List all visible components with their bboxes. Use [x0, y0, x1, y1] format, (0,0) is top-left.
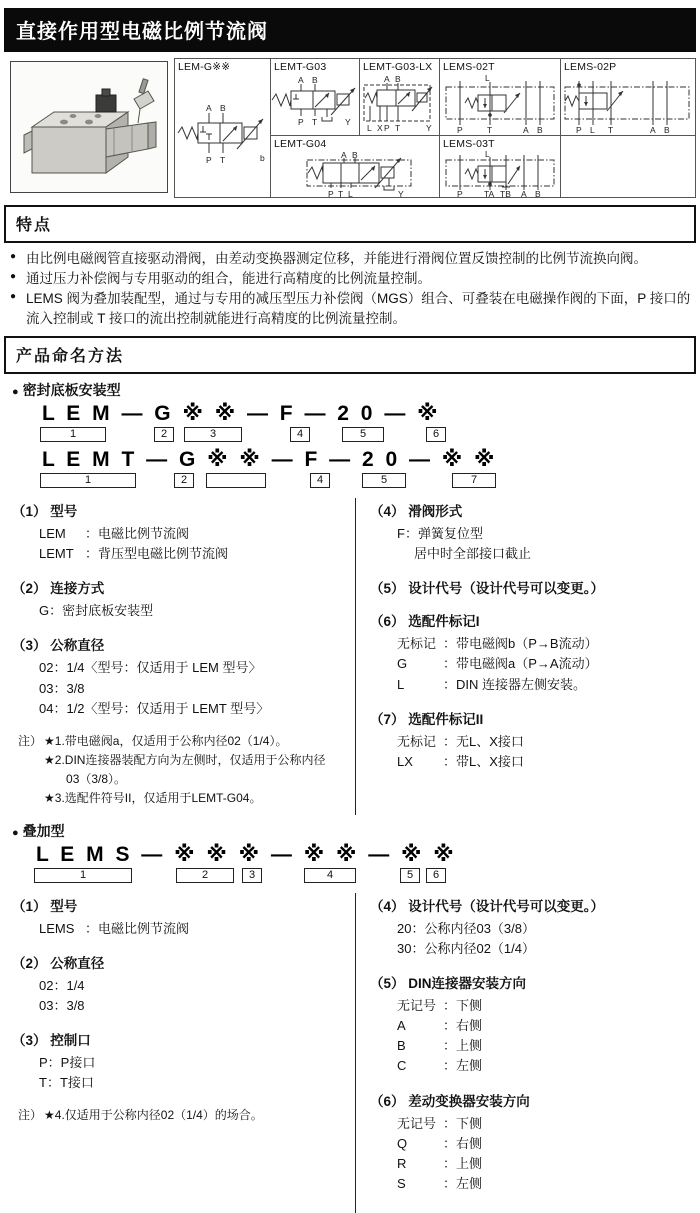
spec-section [12, 895, 345, 939]
spec-desc: ：带L、X接口 [443, 753, 524, 769]
symbol-label: LEMS-02T [443, 61, 495, 73]
spec-row [397, 1134, 692, 1154]
spec-desc: ：1/4 [53, 977, 85, 993]
code-box: 5 [400, 868, 420, 883]
spec-row [397, 1174, 692, 1194]
code-box: 6 [426, 868, 446, 883]
hydraulic-symbol-lemt-g04 [271, 150, 439, 198]
features-heading: 特点 [4, 205, 696, 243]
svg-text:Y: Y [426, 123, 432, 133]
spec-row [397, 675, 692, 695]
spec-row [414, 544, 692, 564]
bullet-icon: ● [12, 826, 19, 839]
spec-term: B [397, 1038, 406, 1054]
svg-text:L: L [367, 123, 372, 133]
spec-section [370, 895, 692, 959]
spec-desc: ：左侧 [443, 1058, 483, 1074]
spec-term: R [397, 1155, 407, 1171]
spec-section [370, 708, 692, 772]
code-box: 7 [452, 473, 496, 488]
svg-text:A: A [298, 75, 304, 85]
spec-term: G [397, 656, 408, 672]
svg-text:P: P [576, 125, 582, 135]
spec-row [397, 732, 692, 752]
symbol-label: LEMS-02P [564, 61, 617, 73]
code-box: 1 [40, 427, 106, 442]
note-block [18, 1106, 345, 1125]
svg-text:A: A [206, 103, 212, 113]
spec-desc: ：3/8 [53, 680, 85, 696]
spec-term: 02 [39, 660, 54, 676]
valve-photo-image [14, 65, 164, 189]
spec-row [397, 1036, 692, 1056]
spec-section-title: （6） 差动变换器安装方向 [370, 1093, 530, 1109]
spec-section [12, 1029, 345, 1093]
spec-desc: ：右侧 [443, 1018, 483, 1034]
svg-text:L: L [485, 73, 490, 83]
subsection-sealed: ● 密封底板安装型 [12, 381, 121, 398]
spec-column-left [4, 498, 356, 815]
spec-section-title: （5） DIN连接器安装方向 [370, 976, 527, 992]
spec-term: S [397, 1176, 406, 1192]
spec-desc: ：无L、X接口 [443, 733, 524, 749]
spec-section [370, 500, 692, 564]
spec-desc: ：密封底板安装型 [49, 603, 154, 619]
spec-desc: ：弹簧复位型 [404, 526, 483, 542]
svg-text:T: T [395, 123, 401, 133]
code-box: 2 [176, 868, 234, 883]
spec-term: LEM [39, 526, 66, 542]
symbol-label: LEMT-G03 [274, 61, 327, 73]
spec-term: 04 [39, 700, 54, 716]
spec-term: 03 [39, 680, 54, 696]
svg-text:P: P [457, 189, 463, 199]
symbol-label: LEMS-03T [443, 138, 495, 150]
spec-columns-stacking [4, 893, 696, 1213]
spec-row [397, 752, 692, 772]
spec-section [370, 1090, 692, 1195]
spec-row [397, 919, 692, 939]
model-code-lem: L E M — G ※ ※ — F — 2 0 — ※ [42, 401, 441, 425]
bullet-icon: ● [12, 385, 19, 398]
spec-column-right [356, 498, 696, 815]
svg-text:L: L [590, 125, 595, 135]
hydraulic-symbol-lemt-g03-lx [360, 73, 439, 135]
model-code-lems: L E M S — ※ ※ ※ — ※ ※ — ※ ※ [36, 842, 457, 866]
hydraulic-symbol-lems-02t [440, 73, 560, 135]
spec-row [39, 1073, 345, 1093]
spec-desc: ：公称内径02（1/4） [411, 940, 536, 956]
note-line: ★1.带电磁阀a，仅适用于公称内径02（1/4）。 [44, 733, 288, 748]
symbol-cell-lems-03t [440, 136, 561, 198]
symbol-cell-empty [561, 136, 696, 198]
spec-desc: ：电磁比例节流阀 [85, 526, 190, 542]
spec-row [397, 524, 692, 544]
spec-section-title: （2） 连接方式 [12, 581, 105, 597]
svg-text:B: B [395, 74, 401, 84]
hydraulic-symbol-lems-02p [561, 73, 695, 135]
spec-row [39, 679, 345, 699]
spec-section-title: （4） 设计代号（设计代号可以变更。） [370, 898, 605, 914]
svg-text:A: A [521, 189, 527, 199]
spec-row [39, 544, 345, 564]
spec-desc: ：1/2〈型号：仅适用于 LEMT 型号〉 [53, 700, 270, 716]
note-line: ★2.DIN连接器装配方向为左侧时，仅适用于公称内径 [44, 753, 326, 768]
spec-column-left [4, 893, 356, 1213]
symbol-cell-lemt-g03 [271, 59, 360, 136]
spec-desc: ：右侧 [443, 1135, 483, 1151]
svg-text:B: B [535, 189, 541, 199]
spec-row [39, 699, 345, 719]
svg-text:TA: TA [484, 189, 495, 199]
spec-row [397, 939, 692, 959]
spec-desc: ：电磁比例节流阀 [85, 920, 190, 936]
symbol-label: LEMT-G03-LX [363, 61, 433, 73]
note-lines [44, 732, 325, 809]
code-box: 2 [154, 427, 174, 442]
svg-text:T: T [220, 155, 226, 165]
spec-desc: ：上侧 [443, 1038, 483, 1054]
spec-section [12, 634, 345, 718]
svg-text:TB: TB [500, 189, 511, 199]
svg-text:P: P [384, 123, 390, 133]
model-code-lemt-boxes [4, 473, 696, 490]
top-row [4, 58, 696, 198]
spec-section [12, 952, 345, 1016]
spec-term: T [39, 1075, 47, 1091]
svg-text:B: B [537, 125, 543, 135]
symbol-cell-lems-02t [440, 59, 561, 136]
code-box [206, 473, 266, 488]
note-prefix: 注） [18, 1108, 43, 1123]
svg-text:T: T [312, 117, 318, 127]
spec-row [397, 996, 692, 1016]
spec-term: C [397, 1058, 407, 1074]
symbol-cell-lemt-g03-lx [360, 59, 440, 136]
spec-row [397, 654, 692, 674]
features-list [10, 249, 692, 329]
spec-row [39, 1053, 345, 1073]
svg-text:T: T [608, 125, 614, 135]
spec-desc: ：T接口 [46, 1075, 94, 1091]
subsection-stacking: ● 叠加型 [12, 822, 65, 839]
spec-section-title: （1） 型号 [12, 504, 78, 520]
note-lines [44, 1106, 263, 1125]
code-box: 4 [290, 427, 310, 442]
symbol-cell-lems-02p [561, 59, 696, 136]
svg-text:P: P [457, 125, 463, 135]
code-box: 1 [34, 868, 132, 883]
spec-term: F [397, 526, 405, 542]
spec-columns-sealed [4, 498, 696, 815]
spec-desc: ：左侧 [443, 1176, 483, 1192]
note-line: ★3.选配件符号II，仅适用于LEMT-G04。 [44, 791, 262, 806]
spec-desc: ：下侧 [443, 1115, 483, 1131]
spec-desc: ：上侧 [443, 1155, 483, 1171]
spec-section [12, 577, 345, 621]
svg-text:Y: Y [345, 117, 351, 127]
spec-term: LX [397, 753, 413, 769]
svg-text:P: P [206, 155, 212, 165]
spec-term: 02 [39, 977, 54, 993]
hydraulic-symbol-lem [175, 73, 269, 195]
spec-term: G [39, 603, 50, 619]
svg-text:T: T [487, 125, 493, 135]
spec-section [370, 610, 692, 694]
code-box: 1 [40, 473, 136, 488]
note-line: 03（3/8）。 [66, 772, 127, 787]
spec-row [397, 634, 692, 654]
product-photo [10, 61, 168, 193]
model-code-lemt: L E M T — G ※ ※ — F — 2 0 — ※ ※ [42, 447, 498, 471]
spec-term: 无记号 [397, 1115, 437, 1131]
spec-term: 30 [397, 940, 412, 956]
spec-section-title: （2） 公称直径 [12, 955, 105, 971]
spec-row [397, 1154, 692, 1174]
svg-text:A: A [384, 74, 390, 84]
svg-text:B: B [312, 75, 318, 85]
code-box: 5 [342, 427, 384, 442]
model-code-lems-boxes [4, 868, 696, 885]
note-prefix: 注） [18, 733, 43, 748]
spec-section [370, 577, 692, 597]
spec-term: 20 [397, 920, 412, 936]
spec-section-title: （4） 滑阀形式 [370, 504, 463, 520]
spec-desc: ：背压型电磁比例节流阀 [85, 546, 229, 562]
svg-text:b: b [260, 153, 265, 163]
spec-row [39, 976, 345, 996]
spec-row [39, 919, 345, 939]
naming-heading: 产品命名方法 [4, 336, 696, 374]
svg-text:L: L [348, 189, 353, 199]
spec-row [39, 601, 345, 621]
svg-text:P: P [328, 189, 334, 199]
spec-desc: ：P接口 [47, 1055, 96, 1071]
spec-term: LEMS [39, 920, 75, 936]
spec-section [12, 500, 345, 564]
spec-term: LEMT [39, 546, 74, 562]
svg-text:T: T [338, 189, 344, 199]
svg-text:A: A [523, 125, 529, 135]
svg-text:X: X [377, 123, 383, 133]
spec-row [397, 1016, 692, 1036]
hydraulic-symbol-lemt-g03 [271, 73, 359, 135]
code-box: 2 [174, 473, 194, 488]
spec-term: 无标记 [397, 636, 437, 652]
spec-term: L [397, 676, 405, 692]
spec-section-title: （3） 公称直径 [12, 638, 105, 654]
spec-term: 03 [39, 998, 54, 1014]
svg-text:B: B [352, 150, 358, 160]
spec-section-title: （3） 控制口 [12, 1033, 91, 1049]
page-title: 直接作用型电磁比例节流阀 [4, 8, 696, 52]
code-box: 6 [426, 427, 446, 442]
spec-row [397, 1056, 692, 1076]
spec-desc: ：3/8 [53, 998, 85, 1014]
svg-text:A: A [341, 150, 347, 160]
note-line: ★4.仅适用于公称内径02（1/4）的场合。 [44, 1108, 263, 1123]
symbol-label: LEMT-G04 [274, 138, 327, 150]
feature-bullet: ● LEMS 阀为叠加装配型，通过与专用的减压型压力补偿阀（MGS）组合、可叠装在电磁操作阀的下面，P 接口的流入控制或 T 接口的流出控制就能进行高精度的比例流量控制。 [10, 289, 692, 329]
spec-row [39, 658, 345, 678]
svg-text:Y: Y [398, 189, 404, 199]
spec-column-right [356, 893, 696, 1213]
code-box: 4 [304, 868, 356, 883]
spec-term: Q [397, 1135, 408, 1151]
symbol-cell-lemt-g04 [271, 136, 440, 198]
code-box: 3 [242, 868, 262, 883]
spec-row [39, 996, 345, 1016]
spec-term: 无记号 [397, 998, 437, 1014]
spec-section-title: （5） 设计代号（设计代号可以变更。） [370, 581, 605, 597]
svg-text:B: B [220, 103, 226, 113]
svg-text:P: P [298, 117, 304, 127]
code-box: 3 [184, 427, 242, 442]
spec-desc: ：1/4〈型号：仅适用于 LEM 型号〉 [53, 660, 262, 676]
feature-bullet: ● 由比例电磁阀管直接驱动滑阀，由差动变换器测定位移，并能进行滑阀位置反馈控制的比例节流换向阀。 [10, 249, 692, 269]
hydraulic-symbol-lems-03t [440, 150, 560, 198]
symbol-table [174, 58, 696, 198]
spec-desc: ：下侧 [443, 998, 483, 1014]
spec-section [370, 972, 692, 1077]
spec-section-title: （6） 选配件标记I [370, 614, 480, 630]
svg-text:A: A [650, 125, 656, 135]
feature-bullet: ● 通过压力补偿阀与专用驱动的组合，能进行高精度的比例流量控制。 [10, 269, 692, 289]
spec-section-title: （1） 型号 [12, 898, 78, 914]
spec-desc: 居中时全部接口截止 [414, 546, 532, 562]
code-box: 5 [362, 473, 406, 488]
spec-desc: ：带电磁阀b（P→B流动） [443, 636, 598, 652]
spec-desc: ：DIN 连接器左侧安装。 [443, 676, 587, 692]
symbol-cell-lem [175, 59, 271, 198]
model-code-lem-boxes [4, 427, 696, 444]
spec-section-title: （7） 选配件标记II [370, 711, 484, 727]
spec-row [397, 1114, 692, 1134]
svg-text:B: B [664, 125, 670, 135]
spec-desc: ：公称内径03（3/8） [411, 920, 536, 936]
spec-row [39, 524, 345, 544]
symbol-label: LEM-G※※ [178, 61, 231, 73]
code-box: 4 [310, 473, 330, 488]
svg-text:L: L [485, 149, 490, 159]
note-block [18, 732, 345, 809]
spec-term: A [397, 1018, 406, 1034]
spec-term: P [39, 1055, 48, 1071]
spec-term: 无标记 [397, 733, 437, 749]
spec-desc: ：带电磁阀a（P→A流动） [443, 656, 598, 672]
